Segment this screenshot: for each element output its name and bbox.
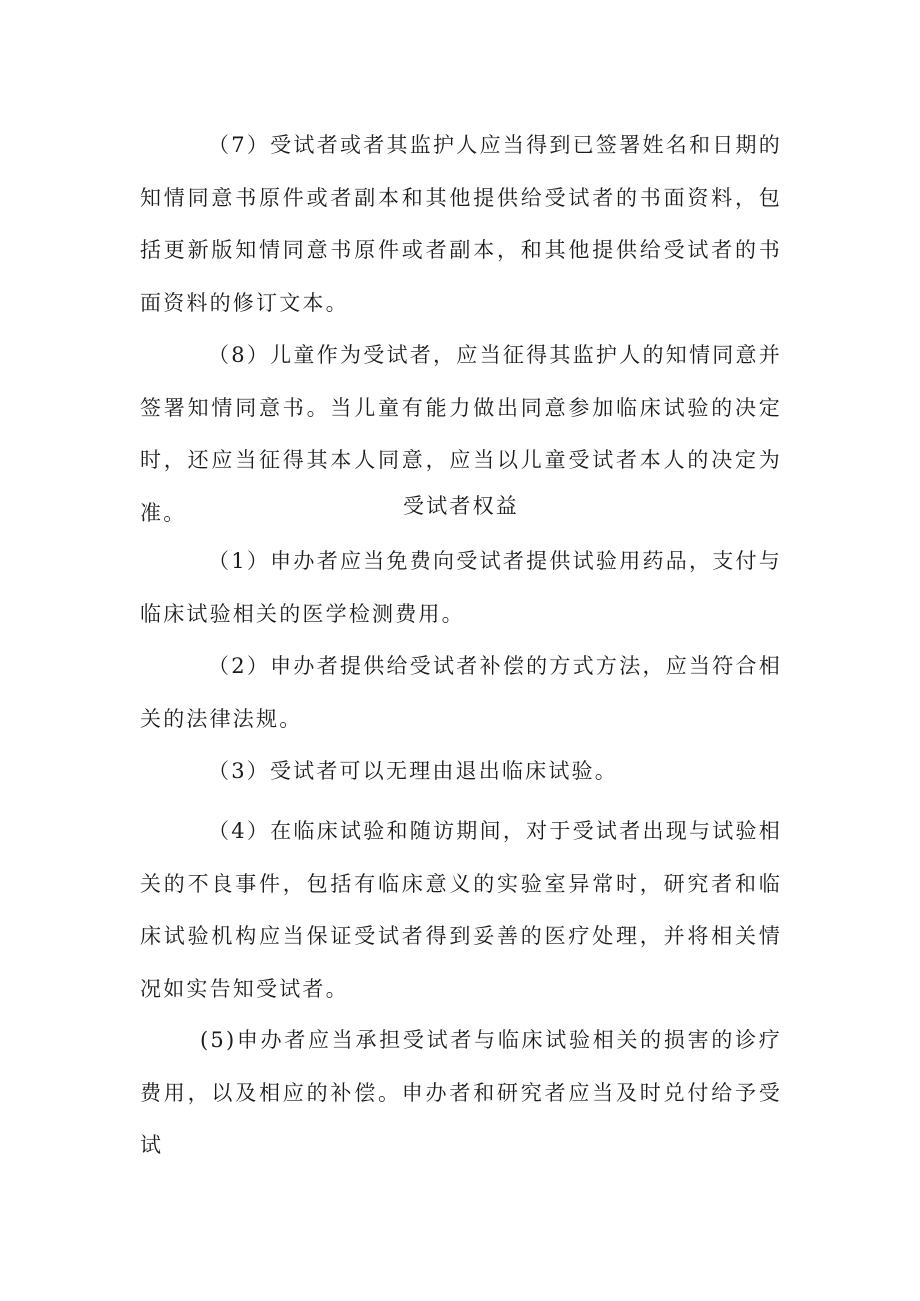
paragraph-rights-1: （1）申办者应当免费向受试者提供试验用药品，支付与临床试验相关的医学检测费用。 [140, 549, 782, 626]
paragraph-rights-5: (5)申办者应当承担受试者与临床试验相关的损害的诊疗费用，以及相应的补偿。申办者和研究者应当及时兑付给予受试 [140, 1028, 782, 1157]
paragraph-item-8: （8）儿童作为受试者，应当征得其监护人的知情同意并签署知情同意书。当儿童有能力做出同意参加临床试验的决定时，还应当征得其本人同意，应当以儿童受试者本人的决定为准。 [140, 343, 782, 525]
paragraph-rights-4: （4）在临床试验和随访期间，对于受试者出现与试验相关的不良事件，包括有临床意义的实验室异常时，研究者和临床试验机构应当保证受试者得到妥善的医疗处理，并将相关情况如实告知受试者。 [140, 819, 782, 1001]
paragraph-rights-2: （2）申办者提供给受试者补偿的方式方法，应当符合相关的法律法规。 [140, 654, 782, 731]
paragraph-rights-3: （3）受试者可以无理由退出临床试验。 [208, 759, 618, 783]
section-heading-subject-rights: 受试者权益 [403, 494, 519, 518]
paragraph-item-7: （7）受试者或者其监护人应当得到已签署姓名和日期的知情同意书原件或者副本和其他提供给受试者的书面资料，包括更新版知情同意书原件或者副本，和其他提供给受试者的书面资料的修订文本。 [140, 133, 782, 315]
